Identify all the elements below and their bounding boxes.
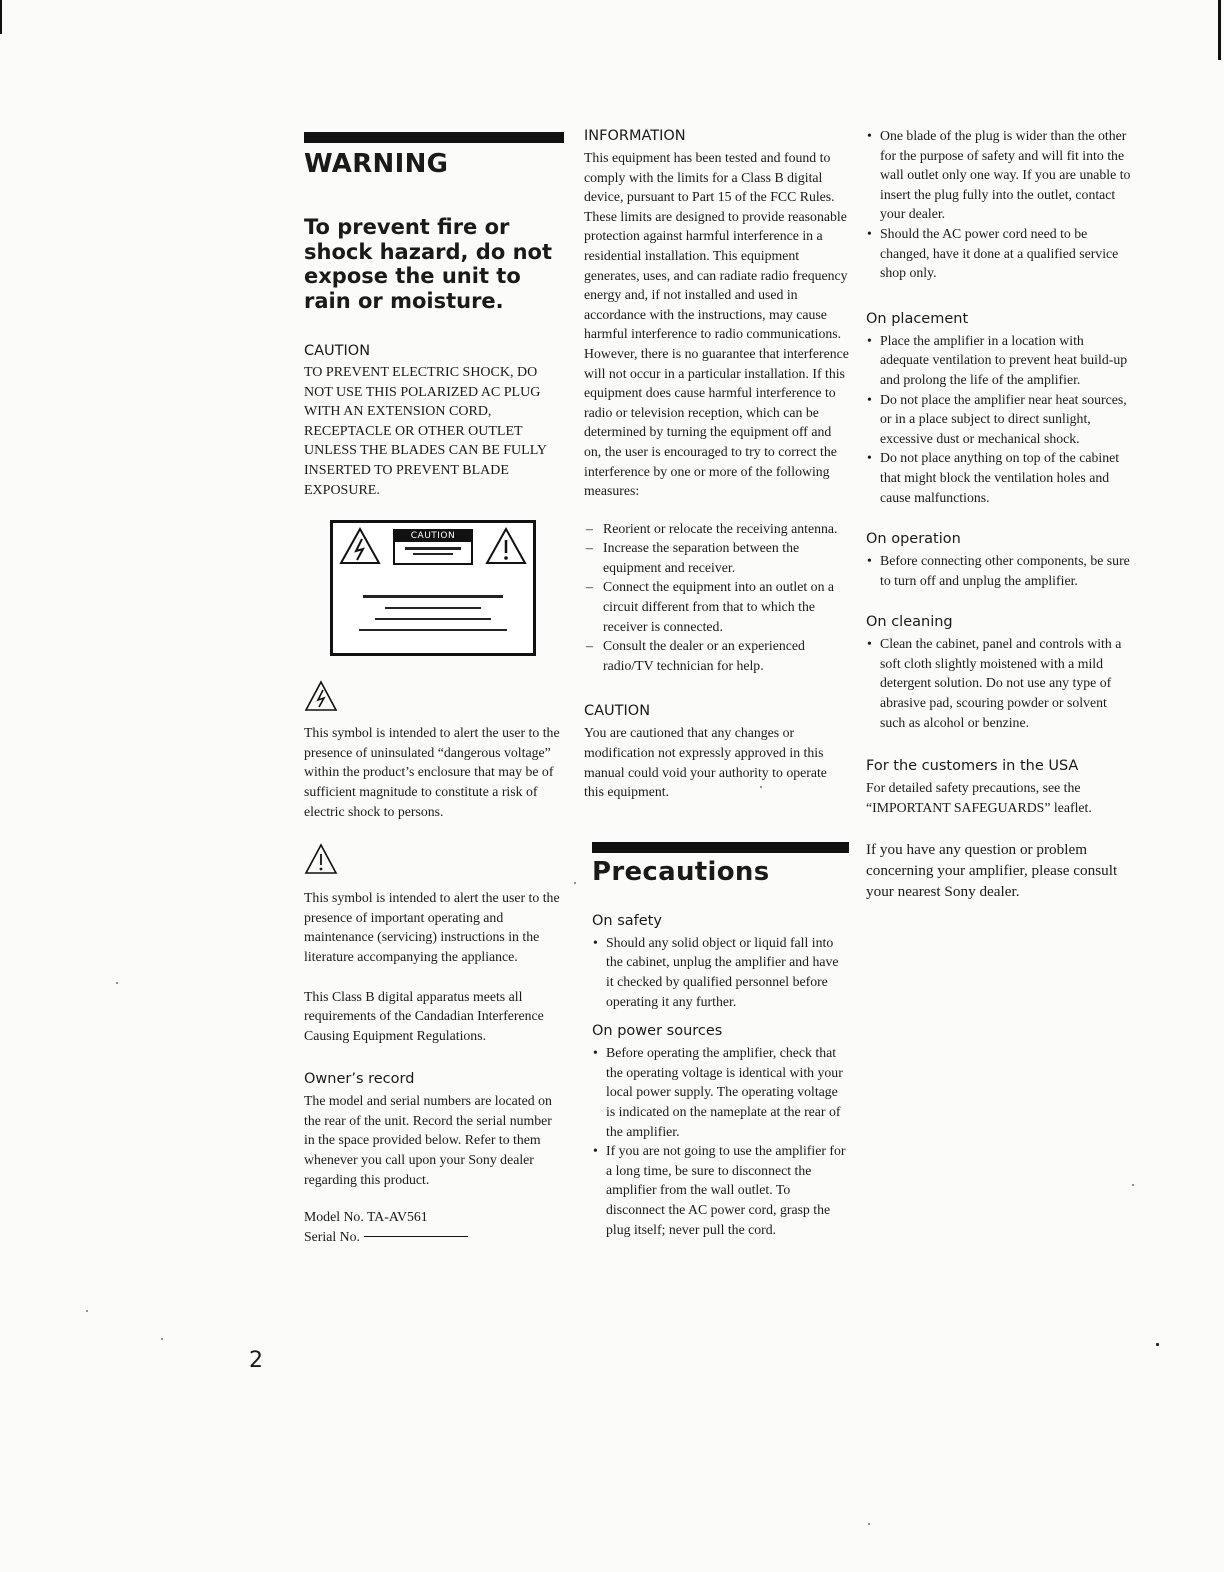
on-operation-list [866, 551, 1131, 590]
precautions-rule [592, 842, 849, 853]
on-power-list-b [866, 126, 1131, 283]
serial-number-label: Serial No. [304, 1228, 360, 1244]
warning-subtitle: To prevent fire or shock hazard, do not expose the unit to rain or moisture. [304, 215, 552, 313]
caution-plug-section [304, 343, 564, 500]
scan-speck [86, 1310, 88, 1312]
on-operation-heading: On operation [866, 531, 961, 548]
information-text: This equipment has been tested and found to comply with the limits for a Class B digital device, pursuant to Part 15 of the FCC Rules. These limits are designed to provide reasonable protection against harmful interference in a residential installation. This equipment generates, uses, and can radiate radio frequency energy and, if not installed and used in accordance with the instructions, may cause harmful interference to radio communications. However, there is no guarantee that interference will not occur in a particular installation. If this equipment does cause harmful interference to radio or television reception, which can be determined by turning the equipment off and on, the user is encouraged to try to correct the interference by one or more of the following measures: [584, 150, 849, 499]
exclamation-symbol-text: This symbol is intended to alert the user to the presence of important operating and maintenance (servicing) instructions in the literature accompanying the appliance. [304, 890, 560, 964]
information-heading: INFORMATION [584, 128, 686, 144]
list-item: • Place the amplifier in a location with adequate ventilation to prevent heat build-up and prolong the life of the amplifier. [866, 331, 1131, 390]
list-item: • Clean the cabinet, panel and controls with a soft cloth slightly moistened with a mild detergent solution. Do not use any type of abrasive pad, scouring powder or solvent such as alcohol or benzine. [866, 634, 1131, 732]
caution-label-plate [393, 529, 473, 565]
owners-record-text: The model and serial numbers are located on the rear of the unit. Record the serial number in the space provided below. Refer to them whenever you call upon your Sony dealer regarding this product. [304, 1093, 552, 1187]
scan-speck [1132, 1184, 1134, 1186]
label-fine-print [347, 589, 519, 631]
list-item: – Reorient or relocate the receiving antenna. [584, 519, 849, 539]
interference-measures-list [584, 519, 849, 676]
on-cleaning-heading: On cleaning [866, 614, 953, 631]
caution-label-caption: CAUTION [395, 531, 471, 542]
lightning-symbol-icon [304, 680, 338, 712]
usa-customers-heading: For the customers in the USA [866, 758, 1079, 775]
scan-edge-right [1218, 0, 1221, 60]
on-operation-section [866, 531, 1131, 590]
lightning-warning-icon [339, 527, 381, 565]
on-power-section [592, 1023, 849, 1239]
column-middle [584, 128, 849, 1239]
on-safety-list [592, 933, 849, 1011]
information-section [584, 128, 849, 501]
warning-title: WARNING [304, 149, 449, 179]
list-item: • Should any solid object or liquid fall into the cabinet, unplug the amplifier and have it checked by qualified personnel before operating it any further. [592, 933, 849, 1011]
fine-print-line [405, 547, 461, 550]
list-item: – Connect the equipment into an outlet on a circuit different from that to which the receiver is connected. [584, 577, 849, 636]
scan-speck [161, 1338, 163, 1340]
caution-label-illustration [330, 520, 536, 656]
list-item: • Should the AC power cord need to be changed, have it done at a qualified service shop only. [866, 224, 1131, 283]
column-right [866, 126, 1131, 902]
scan-speck [1156, 1343, 1159, 1346]
fine-print-line [363, 595, 503, 598]
fine-print-line [375, 618, 491, 620]
on-placement-section [866, 311, 1131, 507]
page-number: 2 [249, 1348, 263, 1373]
scan-speck [868, 1523, 870, 1525]
list-item: – Consult the dealer or an experienced radio/TV technician for help. [584, 636, 849, 675]
precautions-title: Precautions [592, 856, 770, 887]
on-cleaning-list [866, 634, 1131, 732]
caution-plug-heading: CAUTION [304, 343, 371, 359]
on-placement-heading: On placement [866, 310, 969, 327]
scan-speck [116, 982, 118, 984]
list-item: • Do not place anything on top of the cabinet that might block the ventilation holes and cause malfunctions. [866, 448, 1131, 507]
caution-changes-heading: CAUTION [584, 703, 651, 720]
scan-speck [574, 882, 576, 884]
serial-number-row [304, 1227, 564, 1247]
serial-number-blank [364, 1236, 468, 1237]
exclamation-symbol-icon [304, 843, 338, 875]
fine-print-line [385, 607, 481, 609]
usa-customers-section [866, 758, 1131, 817]
fine-print-line [359, 629, 507, 631]
exclamation-symbol-section [304, 843, 564, 966]
list-item: – Increase the separation between the equipment and receiver. [584, 538, 849, 577]
on-placement-list [866, 331, 1131, 507]
lightning-symbol-section [304, 680, 564, 821]
on-safety-heading: On safety [592, 912, 662, 929]
model-number: Model No. TA-AV561 [304, 1209, 428, 1225]
fine-print-line [413, 553, 453, 555]
warning-rule [304, 132, 564, 143]
owners-record-section [304, 1071, 564, 1246]
caution-changes-text: You are cautioned that any changes or modification not expressly approved in this manual could void your authority to operate this equipment. [584, 725, 827, 800]
caution-changes-section [584, 703, 849, 801]
list-item: • Before operating the amplifier, check that the operating voltage is identical with your local power supply. The operating voltage is indicated on the nameplate at the rear of the amplifier. [592, 1043, 849, 1141]
column-left [304, 132, 564, 1246]
owners-record-heading: Owner’s record [304, 1071, 415, 1088]
scan-edge-left [0, 0, 2, 34]
scan-speck [760, 786, 762, 788]
on-safety-section [592, 913, 849, 1011]
canada-compliance-text: This Class B digital apparatus meets all requirements of the Candadian Interference Causing Equipment Regulations. [304, 988, 544, 1043]
list-item: • Do not place the amplifier near heat sources, or in a place subject to direct sunlight, excessive dust or mechanical shock. [866, 390, 1131, 449]
caution-plug-text: TO PREVENT ELECTRIC SHOCK, DO NOT USE THIS POLARIZED AC PLUG WITH AN EXTENSION CORD, RECEPTACLE OR OTHER OUTLET UNLESS THE BLADES CAN BE FULLY INSERTED TO PREVENT BLADE EXPOSURE. [304, 365, 547, 498]
usa-customers-text: For detailed safety precautions, see the “IMPORTANT SAFEGUARDS” leaflet. [866, 780, 1092, 815]
on-cleaning-section [866, 614, 1131, 732]
on-power-heading: On power sources [592, 1023, 723, 1040]
list-item: • Before connecting other components, be sure to turn off and unplug the amplifier. [866, 551, 1131, 590]
list-item: • One blade of the plug is wider than the other for the purpose of safety and will fit into the wall outlet only one way. If you are unable to insert the plug fully into the outlet, contact your dealer. [866, 126, 1131, 224]
exclamation-warning-icon [485, 527, 527, 565]
lightning-symbol-text: This symbol is intended to alert the user to the presence of uninsulated “dangerous voltage” within the product’s enclosure that may be of sufficient magnitude to constitute a risk of electric shock to persons. [304, 725, 560, 819]
closing-note: If you have any question or problem concerning your amplifier, please consult your nearest Sony dealer. [866, 841, 1118, 901]
precautions-header [584, 842, 849, 887]
on-power-list-a [592, 1043, 849, 1239]
list-item: • If you are not going to use the amplifier for a long time, be sure to disconnect the amplifier from the wall outlet. To disconnect the AC power cord, grasp the plug itself; never pull the cord. [592, 1141, 849, 1239]
